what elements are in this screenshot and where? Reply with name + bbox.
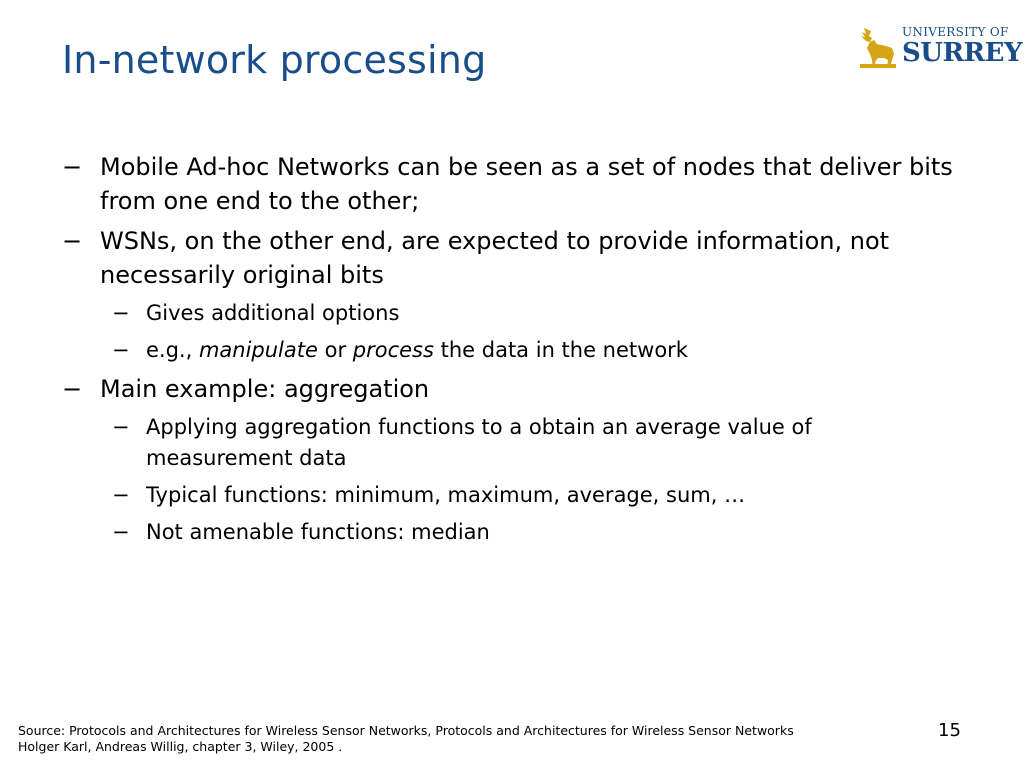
sub-bullet-item: [62, 412, 962, 474]
bullet-text: Applying aggregation functions to a obtain an average value of measurement data: [146, 415, 812, 470]
logo-small-text: UNIVERSITY OF: [902, 25, 1009, 39]
page-number: 15: [938, 720, 961, 741]
bullet-text-mid: or: [317, 338, 353, 362]
bullet-text: Main example: aggregation: [100, 375, 430, 403]
footer-line-2: Holger Karl, Andreas Willig, chapter 3, Wiley, 2005 .: [18, 739, 343, 754]
bullet-text: Not amenable functions: median: [146, 520, 490, 544]
sub-bullet-item: [62, 335, 962, 366]
university-logo: [856, 22, 1023, 72]
footer-line-1: Source: Protocols and Architectures for Wireless Sensor Networks, Protocols and Architectures for Wireless Sensor Networks: [18, 723, 794, 738]
bullet-dash: −: [62, 153, 83, 181]
sub-bullet-item: [62, 298, 962, 329]
bullet-dash: −: [112, 338, 130, 362]
bullet-text-pre: e.g.,: [146, 338, 199, 362]
logo-text: [902, 26, 1022, 66]
bullet-dash: −: [112, 483, 130, 507]
bullet-list: [62, 150, 962, 554]
bullet-text: Typical functions: minimum, maximum, average, sum, …: [146, 483, 746, 507]
slide-title: In-network processing: [62, 38, 487, 82]
emphasis-process: process: [352, 338, 434, 362]
bullet-text: Gives additional options: [146, 301, 400, 325]
emphasis-manipulate: manipulate: [198, 338, 318, 362]
bullet-text: WSNs, on the other end, are expected to provide information, not necessarily original bits: [100, 227, 890, 289]
bullet-dash: −: [62, 227, 83, 255]
bullet-dash: −: [112, 301, 130, 325]
bullet-dash: −: [112, 415, 130, 439]
bullet-dash: −: [112, 520, 130, 544]
bullet-text-post: the data in the network: [433, 338, 688, 362]
source-footer: [18, 723, 794, 755]
bullet-item: [62, 372, 962, 406]
bullet-item: [62, 150, 962, 218]
sub-bullet-item: [62, 517, 962, 548]
bullet-item: [62, 224, 962, 292]
bullet-text: Mobile Ad-hoc Networks can be seen as a set of nodes that deliver bits from one end to the other;: [100, 153, 953, 215]
logo-big-text: SURREY: [902, 38, 1023, 68]
bullet-dash: −: [62, 375, 83, 403]
stag-icon: [856, 24, 900, 70]
sub-bullet-item: [62, 480, 962, 511]
